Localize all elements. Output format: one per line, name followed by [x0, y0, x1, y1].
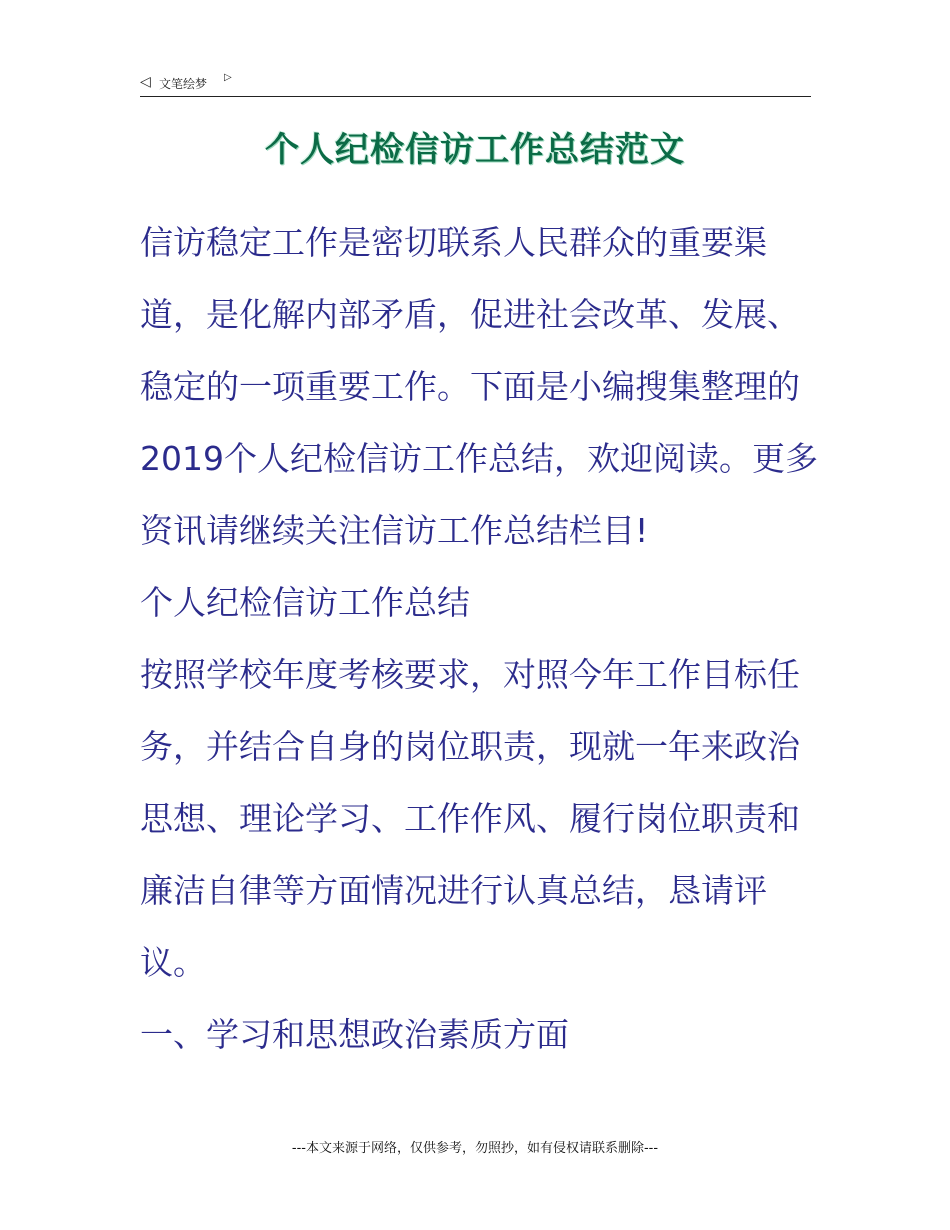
subsection-heading: 一、学习和思想政治素质方面 [140, 1015, 569, 1054]
triangle-right-icon: ▷ [224, 72, 232, 83]
summary-paragraph: 按照学校年度考核要求，对照今年工作目标任务，并结合自身的岗位职责，现就一年来政治思想、理论学习、工作作风、履行岗位职责和廉洁自律等方面情况进行认真总结，恳请评议。 [140, 655, 800, 982]
intro-paragraph: 信访稳定工作是密切联系人民群众的重要渠道，是化解内部矛盾，促进社会改革、发展、稳定的一项重要工作。下面是小编搜集整理的2019个人纪检信访工作总结，欢迎阅读。更多资讯请继续关注信访工作总结栏目! [140, 223, 818, 550]
brand-name: 文笔绘梦 [159, 77, 208, 91]
page-header [140, 70, 811, 97]
footer-notice: ---本文来源于网络，仅供参考，勿照抄，如有侵权请联系删除--- [291, 1141, 659, 1156]
section-heading: 个人纪检信访工作总结 [140, 583, 470, 622]
document-title: 个人纪检信访工作总结范文 [265, 130, 685, 170]
triangle-left-icon: ◁ [140, 74, 151, 90]
document-body [140, 207, 820, 1071]
